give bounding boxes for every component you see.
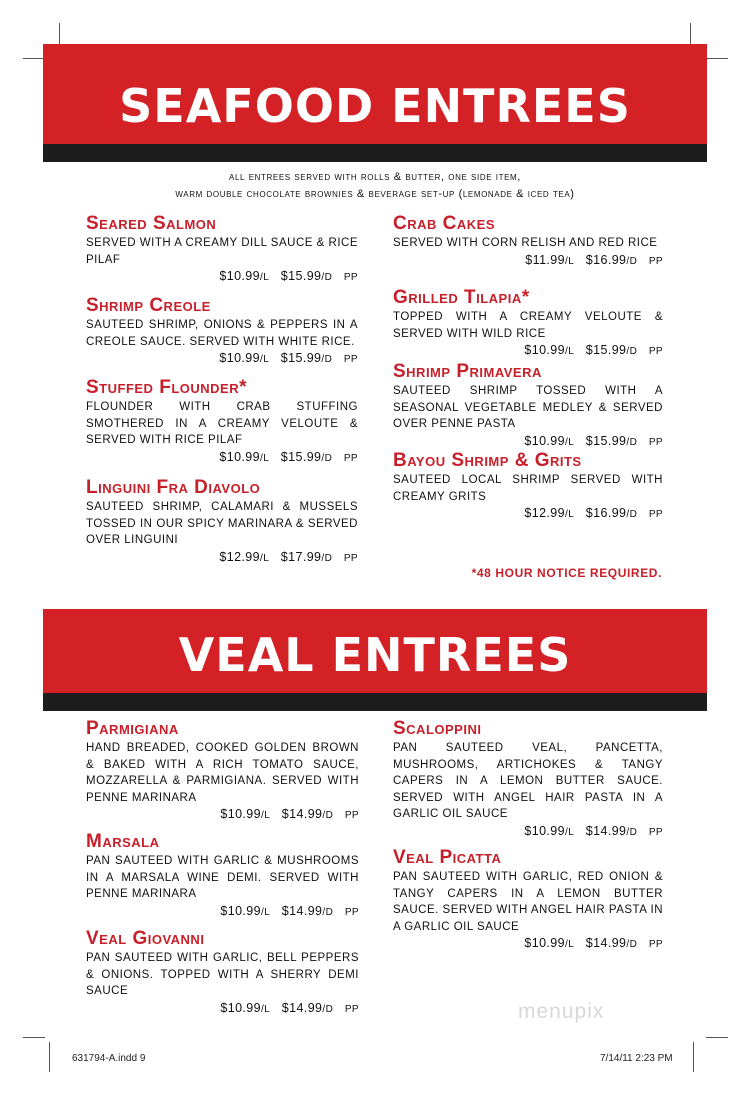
item-name: Marsala xyxy=(86,831,160,852)
item-price: $10.99/L $14.99/D PP xyxy=(220,807,359,821)
menu-item xyxy=(86,832,359,921)
menu-item xyxy=(393,214,663,270)
item-name: Shrimp Primavera xyxy=(393,361,542,382)
file-slug: 631794-A.indd 9 xyxy=(72,1053,146,1064)
crop-mark xyxy=(706,1037,728,1038)
item-description: HAND BREADED, COOKED GOLDEN BROWN & BAKED WITH A RICH TOMATO SAUCE, MOZZARELLA & PARMIGIANA. SERVED WITH PENNE MARINARA xyxy=(86,742,359,804)
seafood-title: SEAFOOD ENTREES xyxy=(119,79,631,133)
item-price: $10.99/L $14.99/D PP xyxy=(524,936,663,950)
date-slug: 7/14/11 2:23 PM xyxy=(600,1053,673,1064)
menu-item xyxy=(393,362,663,451)
item-description: SAUTEED SHRIMP TOSSED WITH A SEASONAL VEGETABLE MEDLEY & SERVED OVER PENNE PASTA xyxy=(393,385,663,430)
item-description: SERVED WITH A CREAMY DILL SAUCE & RICE PILAF xyxy=(86,237,358,266)
item-name: Grilled Tilapia* xyxy=(393,287,530,308)
crop-mark xyxy=(693,1042,694,1072)
item-price: $10.99/L $14.99/D PP xyxy=(220,903,359,918)
item-description: PAN SAUTEED VEAL, PANCETTA, MUSHROOMS, ARTICHOKES & TANGY CAPERS IN A LEMON BUTTER SAUCE. SERVED WITH ANGEL HAIR PASTA IN A GARLIC OIL SAUCE xyxy=(393,742,663,820)
menu-item xyxy=(86,719,359,824)
item-description: TOPPED WITH A CREAMY VELOUTE & SERVED WITH WILD RICE xyxy=(393,311,663,340)
item-price: $10.99/L $15.99/D PP xyxy=(524,433,663,448)
menu-item xyxy=(86,214,358,286)
item-price: $11.99/L $16.99/D PP xyxy=(525,252,663,267)
item-description: FLOUNDER WITH CRAB STUFFING SMOTHERED IN A CREAMY VELOUTE & SERVED WITH RICE PILAF xyxy=(86,401,358,446)
crop-mark xyxy=(706,58,728,59)
menu-item xyxy=(86,929,359,1018)
item-description: SAUTEED LOCAL SHRIMP SERVED WITH CREAMY GRITS xyxy=(393,474,663,503)
menu-item xyxy=(393,848,663,953)
item-description: SERVED WITH CORN RELISH AND RED RICE xyxy=(393,237,658,249)
seafood-banner-shadow xyxy=(43,144,707,162)
note-line-1: all entrees served with rolls & butter, one side item, xyxy=(229,171,521,183)
item-name: Crab Cakes xyxy=(393,213,496,234)
crop-mark xyxy=(49,1042,50,1072)
item-price: $12.99/L $16.99/D PP xyxy=(524,506,663,520)
menu-item xyxy=(86,378,358,467)
note-line-2: warm double chocolate brownies & beverage set-up (lemonade & iced tea) xyxy=(175,188,575,200)
crop-mark xyxy=(690,23,691,45)
veal-title: VEAL ENTREES xyxy=(178,628,572,682)
menu-item xyxy=(393,288,663,360)
menu-item xyxy=(393,451,663,523)
crop-mark xyxy=(23,1037,45,1038)
seafood-banner xyxy=(43,44,707,144)
item-price: $10.99/L $14.99/D PP xyxy=(220,1000,359,1015)
item-description: PAN SAUTEED WITH GARLIC, RED ONION & TANGY CAPERS IN A LEMON BUTTER SAUCE. SERVED WITH ANGEL HAIR PASTA IN A GARLIC OIL SAUCE xyxy=(393,871,663,933)
seafood-note xyxy=(43,169,707,203)
veal-banner xyxy=(43,609,707,693)
item-name: Scaloppini xyxy=(393,718,482,739)
menu-item xyxy=(86,296,358,368)
watermark: menupix xyxy=(518,1000,605,1023)
item-name: Bayou Shrimp & Grits xyxy=(393,450,582,471)
item-price: $12.99/L $17.99/D PP xyxy=(219,549,358,564)
notice-footnote: *48 HOUR NOTICE REQUIRED. xyxy=(471,566,662,580)
item-name: Veal Giovanni xyxy=(86,928,205,949)
item-description: PAN SAUTEED WITH GARLIC & MUSHROOMS IN A MARSALA WINE DEMI. SERVED WITH PENNE MARINARA xyxy=(86,855,359,900)
item-name: Veal Picatta xyxy=(393,847,502,868)
item-price: $10.99/L $15.99/D PP xyxy=(219,351,358,365)
veal-banner-shadow xyxy=(43,693,707,711)
item-description: PAN SAUTEED WITH GARLIC, BELL PEPPERS & ONIONS. TOPPED WITH A SHERRY DEMI SAUCE xyxy=(86,952,359,997)
menu-item xyxy=(86,478,358,567)
item-name: Seared Salmon xyxy=(86,213,217,234)
menu-item xyxy=(393,719,663,841)
crop-mark xyxy=(59,23,60,45)
item-price: $10.99/L $15.99/D PP xyxy=(524,343,663,357)
item-price: $10.99/L $15.99/D PP xyxy=(219,449,358,464)
crop-mark xyxy=(23,58,45,59)
item-description: SAUTEED SHRIMP, ONIONS & PEPPERS IN A CREOLE SAUCE. SERVED WITH WHITE RICE. xyxy=(86,319,358,348)
item-price: $10.99/L $14.99/D PP xyxy=(524,823,663,838)
item-name: Stuffed Flounder* xyxy=(86,377,247,398)
item-description: SAUTEED SHRIMP, CALAMARI & MUSSELS TOSSED IN OUR SPICY MARINARA & SERVED OVER LINGUINI xyxy=(86,501,358,546)
item-name: Shrimp Creole xyxy=(86,295,211,316)
item-price: $10.99/L $15.99/D PP xyxy=(219,269,358,283)
item-name: Linguini Fra Diavolo xyxy=(86,477,261,498)
item-name: Parmigiana xyxy=(86,718,179,739)
